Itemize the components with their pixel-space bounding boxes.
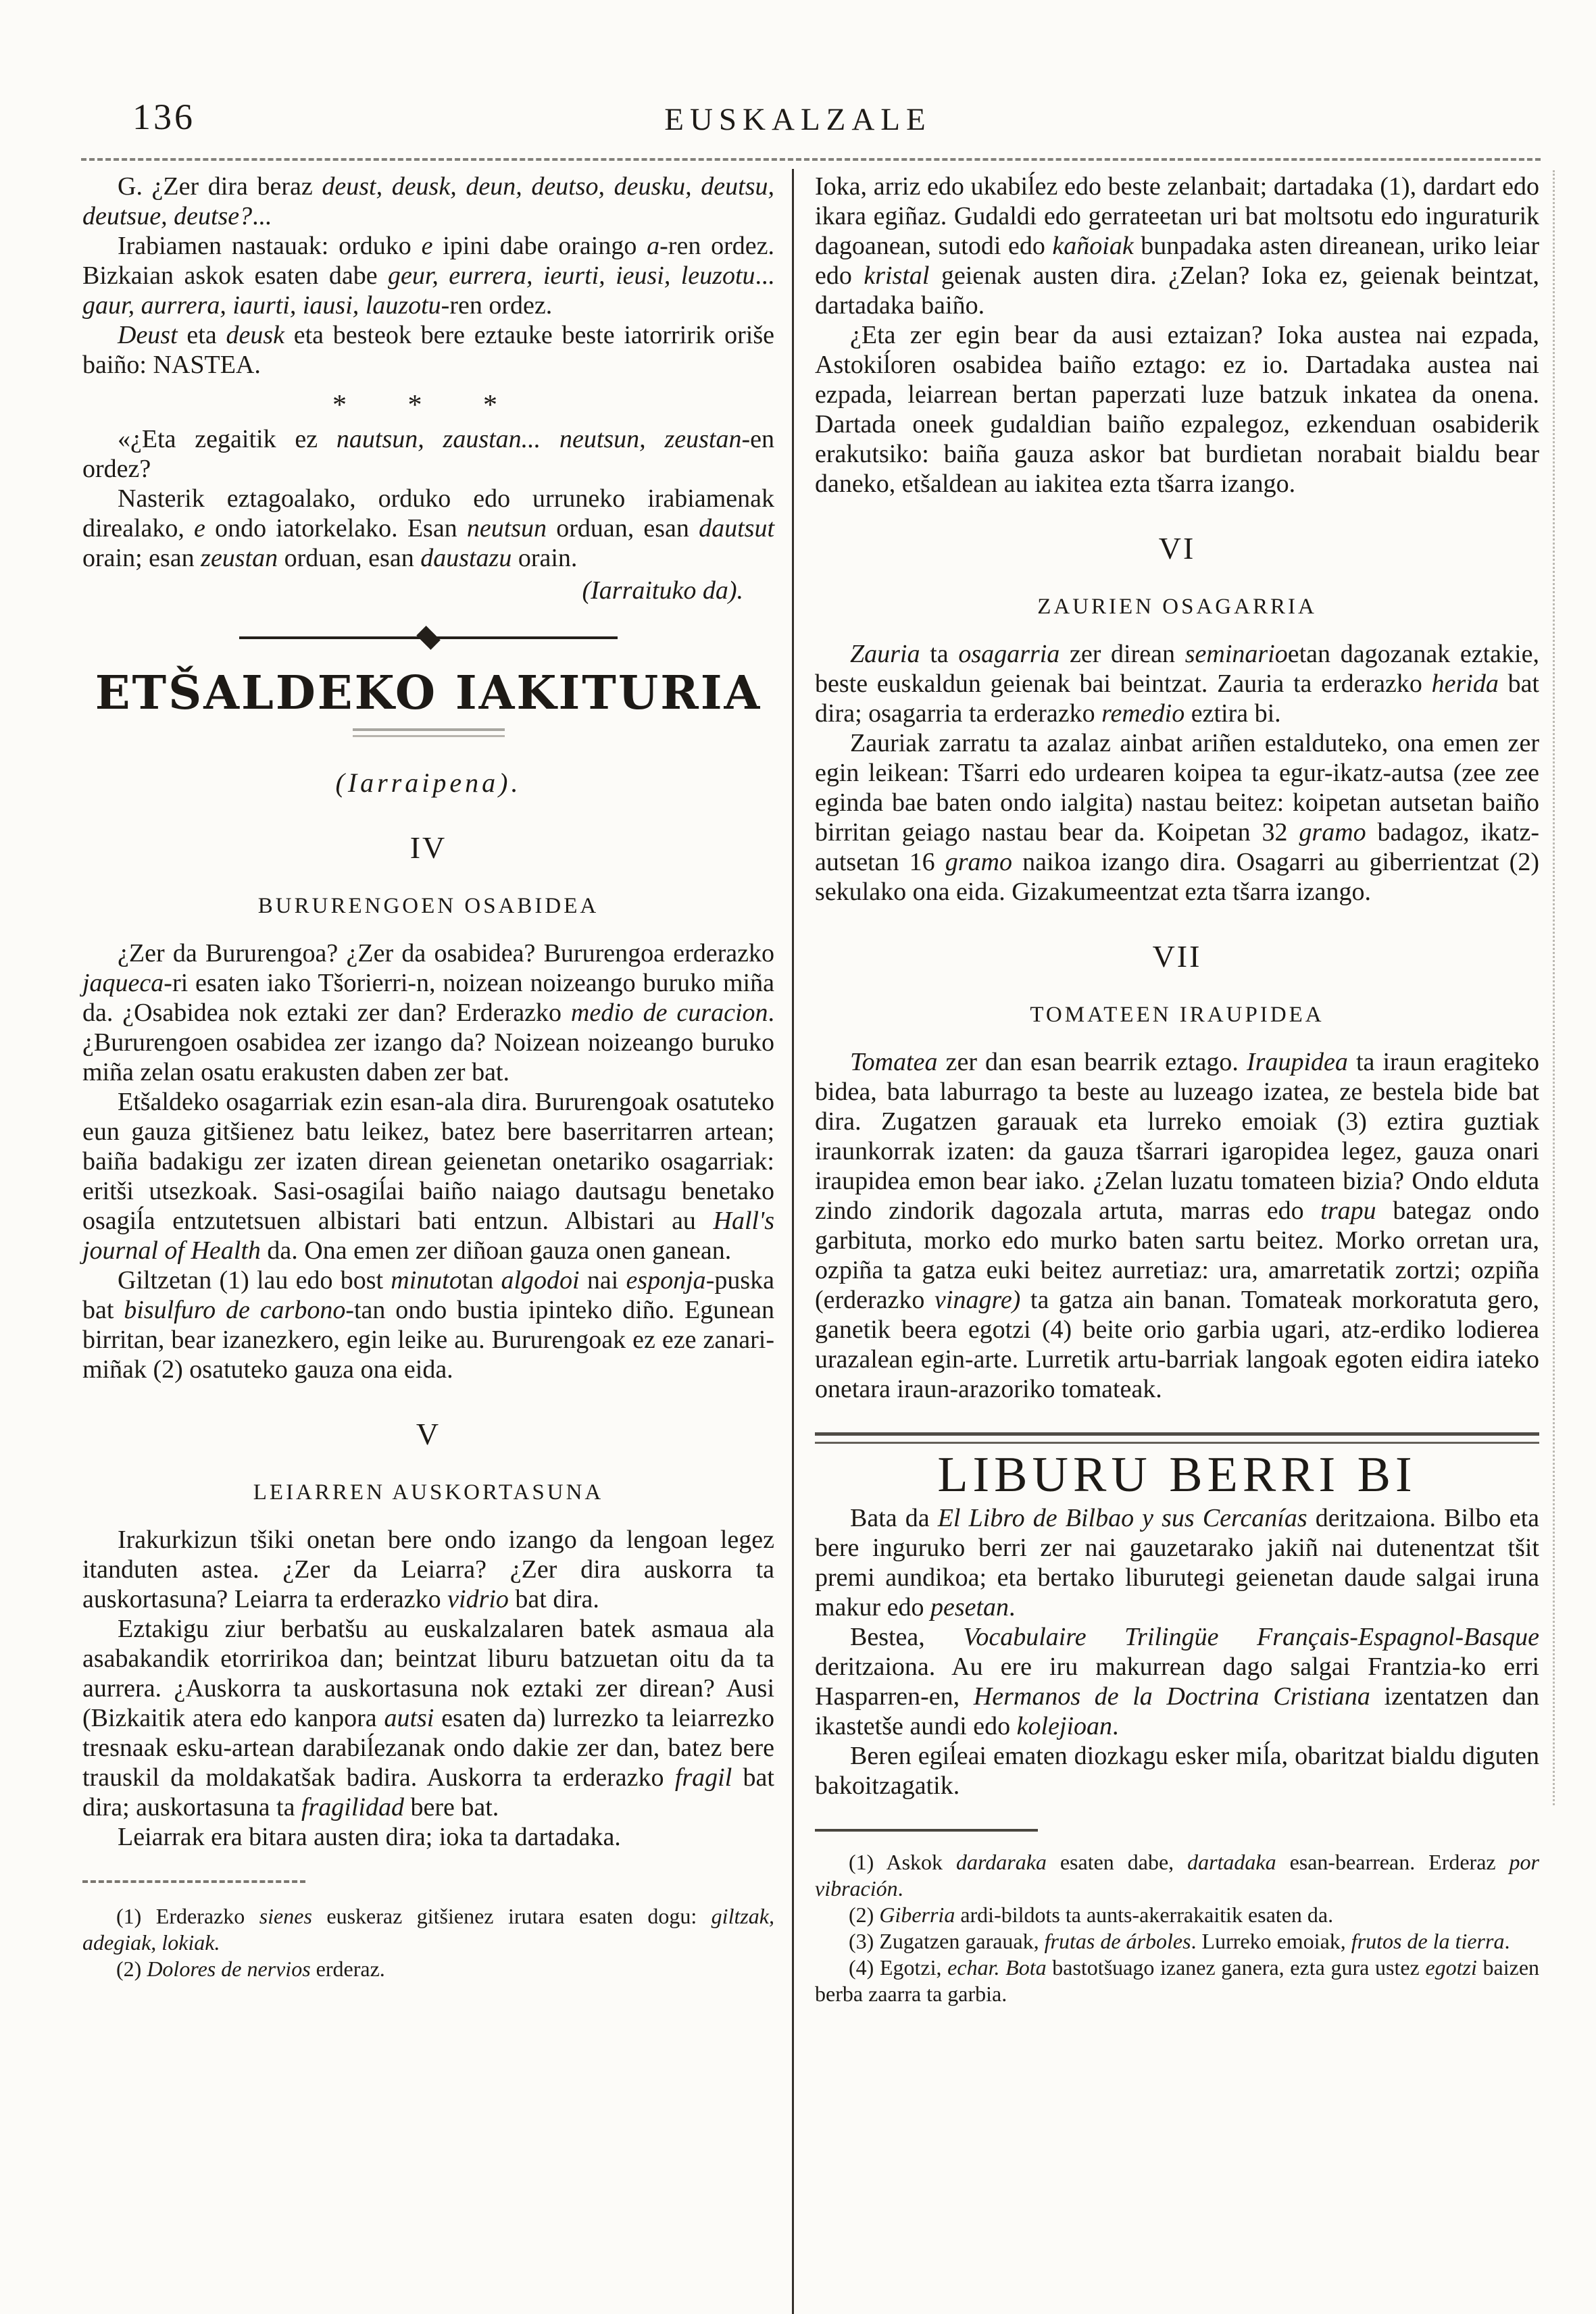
section-number: VII <box>1152 939 1202 974</box>
paragraph: Bata da El Libro de Bilbao y sus Cercanías deritzaiona. Bilbo eta bere inguruko berri zer nai gauzetarako jakiñ nai dutenentzat tšit premi aundikoa; eta bertako liburutegi geienetan daude salgai iruna makur edo pesetan. <box>815 1504 1539 1621</box>
article-title: ETŠALDEKO IAKITURIA <box>95 666 762 720</box>
section-number: VI <box>1158 531 1196 565</box>
section-heading: ZAURIEN OSAGARRIA <box>1037 595 1317 619</box>
footnotes-block <box>815 1829 1539 2007</box>
ornament-line <box>435 636 618 639</box>
paragraph: Etšaldeko osagarriak ezin esan-ala dira. Bururengoak osatuteko eun gauza gitšienez batu leikez, batez bere baserritarren artean; baiña badakigu zer izaten direan geienetan onetariko osagarriak: eritši utsezkoak. Sasi-osagiĺai baiño naiago dautsagu benetako osagiĺa entzutetsuen albistari bati entzun. Albistari au Hall's journal of Health da. Ona emen zer diñoan gauza onen ganean. <box>82 1088 774 1265</box>
section-number: V <box>416 1417 441 1451</box>
paragraph: Giltzetan (1) lau edo bost minutotan algodoi nai esponja-puska bat bisulfuro de carbono-tan ondo bustia ipinteko diño. Egunean birritan, bear izanezkero, egin leike au. Bururengoak ez eze zanari-miñak (2) osatuteko gauza ona eida. <box>82 1266 774 1384</box>
paragraph: Leiarrak era bitara austen dira; ioka ta dartadaka. <box>118 1823 621 1851</box>
paragraph: Nasterik eztagoalako, orduko edo urruneko irabiamenak direalako, e ondo iatorkelako. Esan neutsun orduan, esan dautsut orain; esan zeustan orduan, esan daustazu orain. <box>82 484 774 572</box>
paragraph: ¿Eta zer egin bear da ausi eztaizan? Ioka austea nai ezpada, Astokiĺoren osabidea baiño eztago: ez io. Dartadaka austea nai ezpada, leiarrean bertan paperzati luze batzuk inkatea da onena. Dartada oneek gudaldian baiño ezpalegoz, ezkenduan osabiderik erakutsiko: baiña gauza askor bat burdietan norabait bialdu bear daneko, etšaldean au iakitea ezta tšarra izango. <box>815 321 1539 498</box>
footnote: (4) Egotzi, echar. Bota bastotšuago izanez ganera, ezta gura ustez egotzi baizen berba zaarra ta garbia. <box>815 1955 1540 2006</box>
title-rule <box>353 728 505 737</box>
journal-masthead: EUSKALZALE <box>664 102 932 137</box>
section-heading: BURURENGOEN OSABIDEA <box>257 894 599 918</box>
paragraph: Eztakigu ziur berbatšu au euskalzalaren batek asmaua ala asabakandik etorririkoa dan; beintzat liburu batzuetan oitu da ta aurrera. ¿Auskorra ta auskortasuna nok eztaki zer direan? Ausi (Bizkaitik atera edo kanpora autsi esaten da) lurrezko ta leiarrezko tresnaak esku-artean darabiĺezanak ondo dakie zer dan, batez bere trauskil da moldakatšak badira. Auskorra ta erderazko fragil bat dira; auskortasuna ta fragilidad bere bat. <box>82 1615 774 1821</box>
page-number: 136 <box>132 97 195 137</box>
paragraph: Zauriak zarratu ta azalaz ainbat ariñen estalduteko, ona emen zer egin leikean: Tšarri edo urdearen koipea ta egur-ikatz-autsa (zee zee eginda bae baten ondo ialgita) nastau beitez: koipetan autsetan baiño birritan geiago nastau bear da. Koipetan 32 gramo badagoz, ikatz-autsetan 16 gramo naikoa izango dira. Osagarri au giberrientzat (2) sekulako ona eida. Gizakumeentzat ezta tšarra izango. <box>815 729 1539 906</box>
section-number: IV <box>409 830 447 865</box>
footnote: (1) Erderazko sienes euskeraz gitšienez irutara esaten dogu: giltzak, adegiak, lokiak. <box>82 1904 774 1955</box>
paragraph: G. ¿Zer dira beraz deust, deusk, deun, deutso, deusku, deutsu, deutsue, deutse?... <box>82 172 775 230</box>
continuation-note: (Iarraituko da). <box>582 576 743 605</box>
left-column <box>82 172 774 1982</box>
ornament-divider <box>239 630 618 646</box>
paragraph: Bestea, Vocabulaire Trilingüe Français-Espagnol-Basque deritzaiona. Au ere iru makurrean dago salgai Frantzia-ko erri Hasparren-en, Hermanos de la Doctrina Cristiana izentatzen dan ikastetše aundi edo kolejioan. <box>815 1623 1539 1740</box>
book-announcement-heading: LIBURU BERRI BI <box>937 1447 1417 1503</box>
paragraph: ¿Zer da Bururengoa? ¿Zer da osabidea? Bururengoa erderazko jaqueca-ri esaten iako Tšorierri-n, noizean noizeango buruko miña da. ¿Osabidea nok eztaki zer dan? Erderazko medio de curacion. ¿Bururengoen osabidea zer izango da? Noizean noizeango buruko miña zelan osatu erakusten daben zer bat. <box>82 939 775 1086</box>
footnote: (2) Giberria ardi-bildots ta aunts-akerrakaitik esaten da. <box>849 1903 1334 1927</box>
paragraph: Ioka, arriz edo ukabiĺez edo beste zelanbait; dartadaka (1), dardart edo ikara egiñaz. Gudaldi edo gerrateetan uri bat moltsotu edo inguraturik dagoanean, sutodi edo kañoiak bunpadaka asten direanean, uriko leiar edo kristal geienak austen dira. ¿Zelan? Ioka ez, geienak beintzat, dartadaka baiño. <box>815 172 1539 320</box>
header-rule <box>81 158 1541 161</box>
footnote: (2) Dolores de nervios erderaz. <box>116 1957 385 1981</box>
section-heading: LEIARREN AUSKORTASUNA <box>253 1480 604 1505</box>
section-heading: TOMATEEN IRAUPIDEA <box>1030 1003 1324 1027</box>
paragraph: «¿Eta zegaitik ez nautsun, zaustan... neutsun, zeustan-en ordez? <box>82 425 775 483</box>
right-margin-rule <box>1553 170 1555 1805</box>
paragraph: Irabiamen nastauak: orduko e ipini dabe oraingo a-ren ordez. Bizkaian askok esaten dabe geur, eurrera, ieurti, ieusi, leuzotu... gaur, aurrera, iaurti, iausi, lauzotu-ren ordez. <box>82 232 775 320</box>
footnote: (1) Askok dardaraka esaten dabe, dartadaka esan-bearrean. Erderaz por vibración. <box>815 1850 1539 1901</box>
ornament-line <box>239 636 422 639</box>
diamond-icon <box>416 626 441 650</box>
paragraph: Deust eta deusk eta besteok bere eztauke beste iatorririk oriše baiño: NASTEA. <box>82 321 775 379</box>
footnote-rule <box>82 1880 305 1883</box>
footnotes-block <box>82 1880 774 1982</box>
paragraph: Irakurkizun tšiki onetan bere ondo izango da lengoan legez itanduten astea. ¿Zer da Leiarra? ¿Zer dira auskorra ta auskortasuna? Leiarra ta erderazko vidrio bat dira. <box>82 1526 774 1613</box>
right-column <box>815 172 1539 2007</box>
paragraph: Zauria ta osagarria zer direan seminarioetan dagozanak eztakie, beste euskaldun geienak bai beintzat. Zauria ta erderazko herida bat dira; osagarria ta erderazko remedio eztira bi. <box>815 640 1539 728</box>
column-divider-rule <box>792 169 794 2314</box>
paragraph: Tomatea zer dan esan bearrik eztago. Iraupidea ta iraun eragiteko bidea, bata laburrago ta beste au luzeago izatea, ze bestela bide bat dira. Zugatzen garauak eta lurreko emoiak (3) eztira guztiak iraunkorrak izaten: da gauza tšarrari igaropidea legez, gauza onari iraupidea emon bear iako. ¿Zelan luzatu tomateen bizia? Ondo elduta zindo zindorik dagozala artuta, marras edo trapu bategaz ondo garbituta, morko edo murko baten sartu beitez. Morko orretan ura, ozpiña ta gatza euki beitez aurretiaz: ura, amarretatik zortzi; ozpiña (erderazko vinagre) ta gatza ain banan. Tomateak morkoratuta gero, ganetik beera egotzi (4) beite orio garbia ugari, atz-erdiko lodierea urazalean egin-arte. Lurretik artu-barriak langoak egoten eidira iateko onetara iraun-arazoriko tomateak. <box>815 1048 1539 1403</box>
footnote-rule <box>815 1829 1038 1832</box>
section-double-rule <box>815 1432 1539 1444</box>
paragraph: Beren egiĺeai ematen diozkagu esker miĺa, obaritzat bialdu diguten bakoitzagatik. <box>815 1742 1539 1800</box>
asterisk-separator: * * * <box>332 390 524 421</box>
article-subnote: (Iarraipena). <box>335 768 522 798</box>
footnote: (3) Zugatzen garauak, frutas de árboles. Lurreko emoiak, frutos de la tierra. <box>849 1929 1510 1953</box>
